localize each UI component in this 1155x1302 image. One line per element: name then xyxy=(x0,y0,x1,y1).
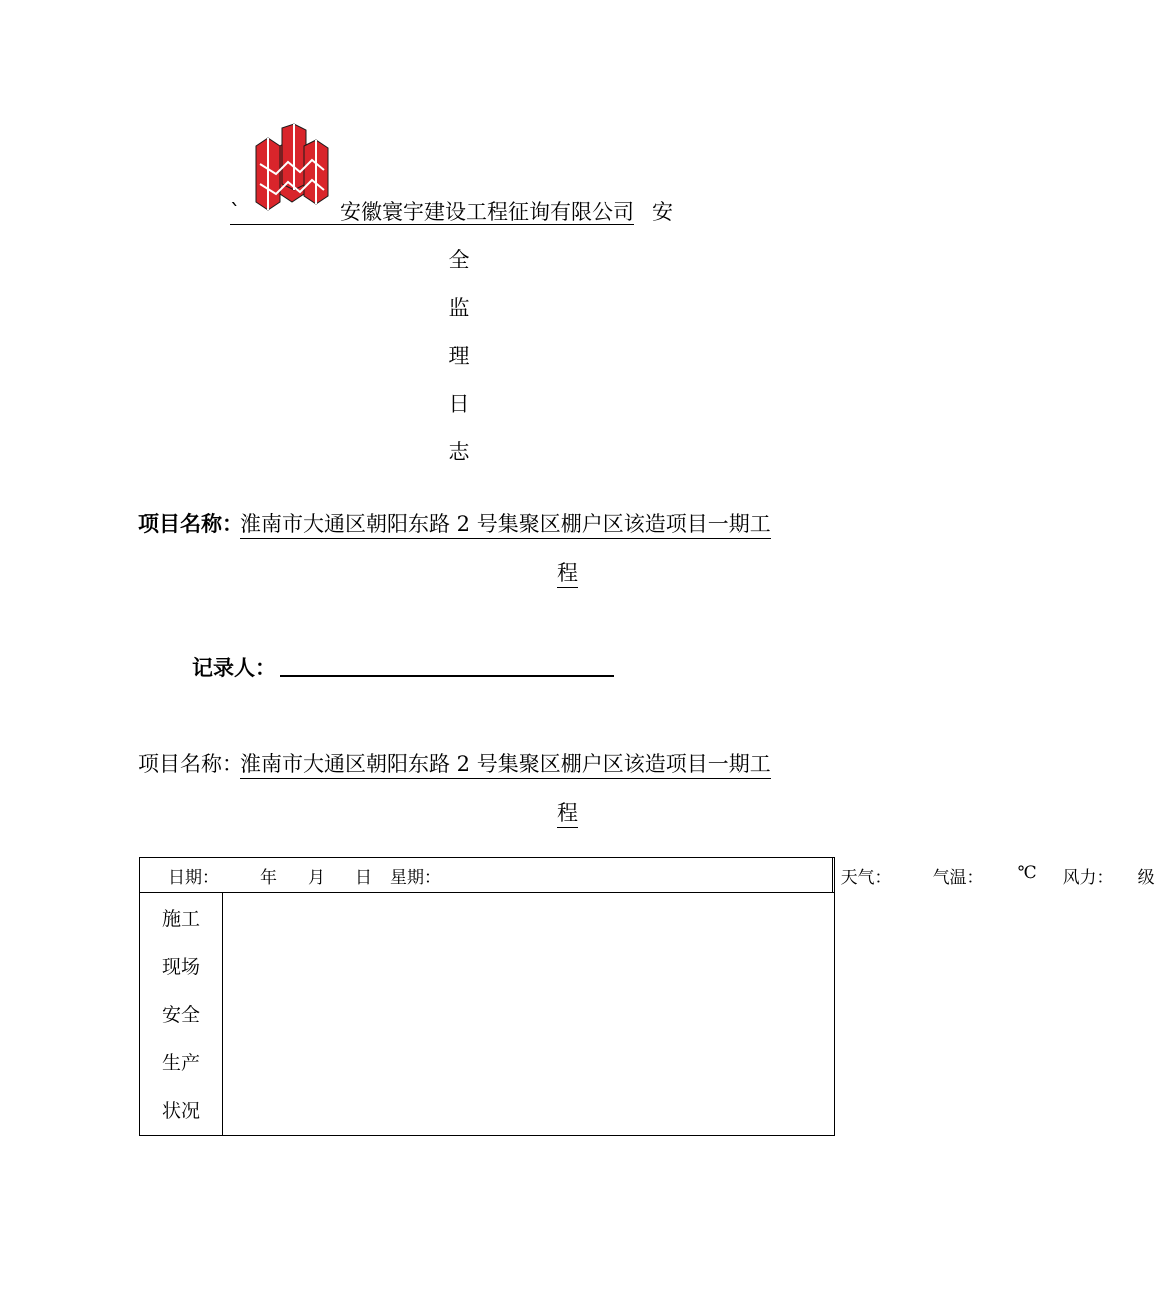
log-project-label: 项目名称： xyxy=(138,752,243,776)
title-char-5: 日 xyxy=(448,392,470,416)
company-prefix: ` xyxy=(230,200,340,225)
side-label-4: 生产 xyxy=(161,1052,200,1074)
recorder-field[interactable] xyxy=(280,675,614,677)
date-label: 日期： xyxy=(168,868,219,888)
title-char-6: 志 xyxy=(448,440,470,464)
side-label-1: 施工 xyxy=(161,908,200,930)
log-table xyxy=(139,857,1155,1136)
title-char-4: 理 xyxy=(448,344,470,368)
cover-project-value: 淮南市大通区朝阳东路 2 号集聚区棚户区该造项目一期工 xyxy=(240,508,771,539)
side-label-2: 现场 xyxy=(161,956,200,978)
wind-label: 风力： xyxy=(1062,868,1114,888)
recorder-label: 记录人： xyxy=(192,656,276,680)
weather-cell[interactable] xyxy=(832,858,1155,893)
log-project-value-cont: 程 xyxy=(557,797,578,828)
title-char-1: 安 xyxy=(652,200,673,224)
log-project-value: 淮南市大通区朝阳东路 2 号集聚区棚户区该造项目一期工 xyxy=(240,748,771,779)
cover-project-label: 项目名称： xyxy=(138,512,243,536)
side-label-3: 安全 xyxy=(161,1004,200,1026)
safety-status-content[interactable] xyxy=(223,893,835,1136)
side-label-5: 状况 xyxy=(161,1100,200,1122)
weekday-label: 星期： xyxy=(390,868,441,888)
cover-project-value-cont: 程 xyxy=(557,557,578,588)
wind-unit: 级 xyxy=(1137,868,1155,888)
temp-label: 气温： xyxy=(932,868,984,888)
title-char-3: 监 xyxy=(448,296,470,320)
title-char-2: 全 xyxy=(448,248,470,272)
company-header xyxy=(230,196,673,226)
safety-status-label-cell xyxy=(140,893,223,1136)
date-cell[interactable] xyxy=(140,858,833,893)
safety-status-row xyxy=(140,893,835,1136)
month-label: 月 xyxy=(308,868,325,888)
temp-unit: ℃ xyxy=(1017,863,1037,883)
company-name: 安徽寰宇建设工程征询有限公司 xyxy=(340,200,634,224)
table-header-row xyxy=(140,858,835,893)
day-label: 日 xyxy=(355,868,372,888)
weather-label: 天气： xyxy=(840,868,892,888)
year-label: 年 xyxy=(260,868,277,888)
